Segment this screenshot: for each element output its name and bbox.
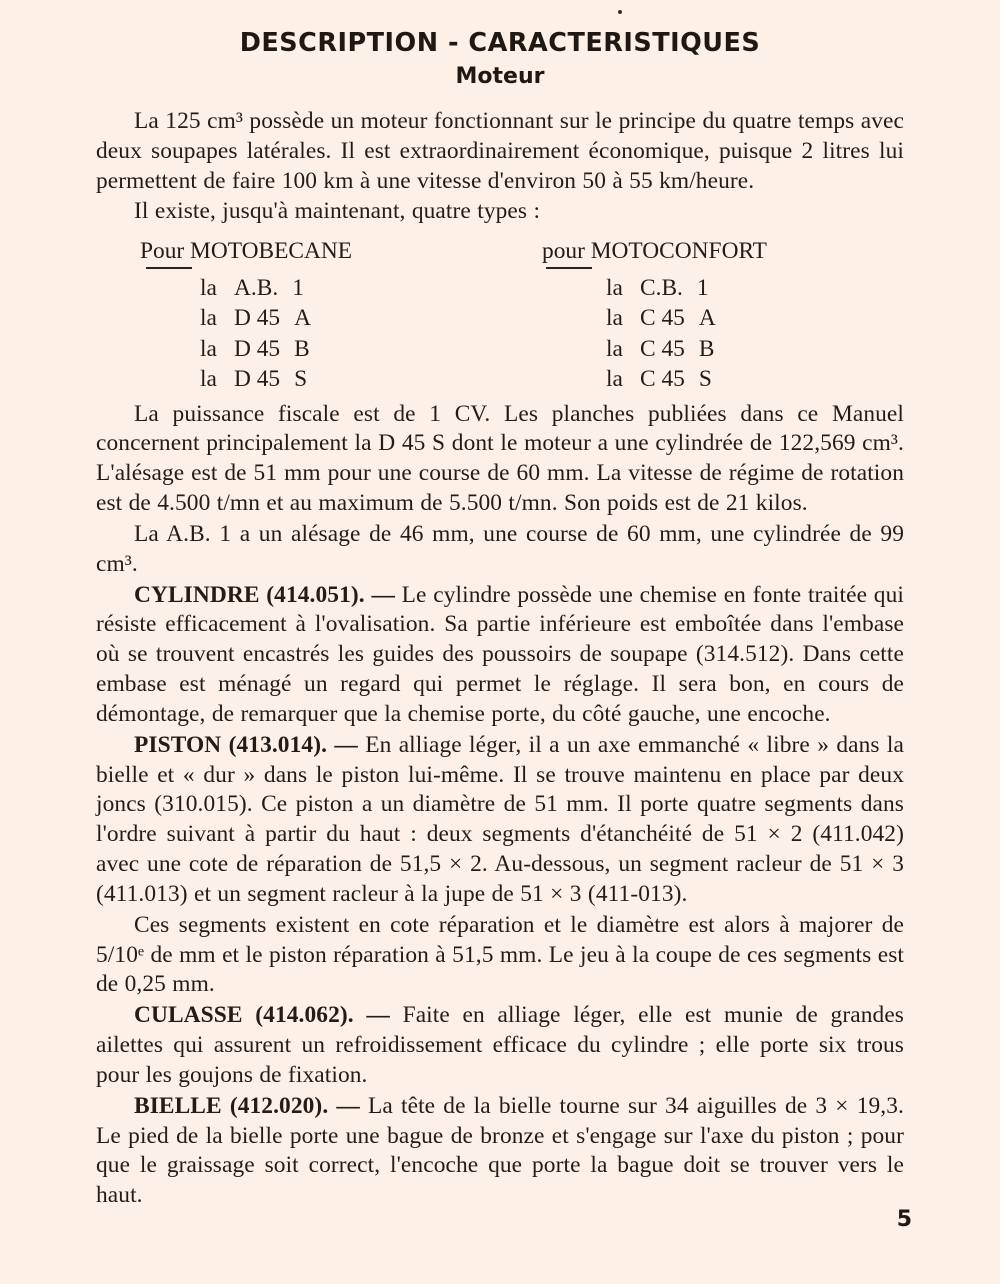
types-left-code: D 45 [234, 305, 281, 332]
types-right-num: A [698, 305, 716, 332]
section-heading-bielle: BIELLE (412.020). [134, 1092, 329, 1119]
section-dash-bielle: — [328, 1092, 369, 1119]
types-heading-motobecane: Pour MOTOBECANE [140, 238, 353, 265]
types-left-num: 1 [292, 275, 304, 302]
rule-left [146, 267, 192, 269]
types-cell-left [96, 334, 476, 364]
rule-left-wrap [96, 267, 476, 269]
page-number: 5 [896, 1207, 912, 1232]
types-table-rules [96, 267, 904, 269]
types-cell-left [96, 303, 476, 333]
section-heading-culasse: CULASSE (414.062). [134, 1002, 354, 1029]
section-body-bielle: La tête de la bielle tourne sur 34 aiguilles de 3 × 19,3. Le pied de la bielle porte une bague de bronze et s'engage sur l'axe du piston ; pour que le graissage soit correct, l'encoche que porte la bague doit se trouver vers le haut. [96, 1092, 904, 1209]
types-left-code: D 45 [234, 365, 281, 392]
types-table-headings [96, 237, 904, 265]
types-cell-right [476, 364, 896, 394]
types-table-rows [96, 273, 904, 393]
page-content [96, 28, 904, 1212]
paragraph-types-lead: Il existe, jusqu'à maintenant, quatre types : [134, 198, 541, 225]
types-cell-left [96, 364, 476, 394]
top-margin-dot [618, 10, 622, 14]
section-culasse [96, 1001, 904, 1090]
paragraph-ab1: La A.B. 1 a un alésage de 46 mm, une course de 60 mm, une cylindrée de 99 cm³. [96, 520, 904, 577]
paragraph-puissance: La puissance fiscale est de 1 CV. Les planches publiées dans ce Manuel concernent principalement la D 45 S dont le moteur a une cylindrée de 122,569 cm³. L'alésage est de 51 mm pour une course de 60 mm. La vitesse de régime de rotation est de 4.500 t/mn et au maximum de 5.500 t/mn. Son poids est de 21 kilos. [96, 400, 904, 517]
types-left-article: la [200, 305, 217, 332]
types-table [96, 237, 904, 393]
section-dash-culasse: — [353, 1002, 403, 1029]
section-body-culasse: Faite en alliage léger, elle est munie de grandes ailettes qui assurent un refroidissement efficace du cylindre ; elle porte six trous pour les goujons de fixation. [96, 1002, 905, 1088]
types-left-num: B [294, 335, 310, 362]
section-body-cylindre: Le cylindre possède une chemise en fonte traitée qui résiste efficacement à l'ovalisation. Sa partie inférieure est emboîtée dans l'embase où se trouvent encastrés les guides des poussoirs de soupape (314.512). Dans cette embase est ménagé un regard qui permet le réglage. Il sera bon, en cours de démontage, de remarquer que la chemise porte, du côté gauche, une encoche. [96, 581, 904, 727]
types-left-code: A.B. [234, 275, 279, 302]
page-title: DESCRIPTION - CARACTERISTIQUES [239, 28, 761, 58]
types-right-num: S [698, 365, 712, 392]
section-bielle [96, 1092, 904, 1211]
table-row [96, 303, 904, 333]
types-cell-right [476, 273, 896, 303]
section-dash-cylindre: — [364, 581, 402, 608]
section-dash-piston: — [327, 731, 366, 758]
types-cell-right [476, 303, 896, 333]
section-body-piston: En alliage léger, il a un axe emmanché « libre » dans la bielle et « dur » dans le piston lui-même. Il se trouve maintenu en place par deux joncs (310.015). Ce piston a un diamètre de 51 mm. Il porte quatre segments dans l'ordre suivant à partir du haut : deux segments d'étanchéité de 51 × 2 (411.042) avec une cote de réparation de 51,5 × 2. Au-dessous, un segment racleur de 51 × 3 (411.013) et un segment racleur à la jupe de 51 × 3 (411-013). [96, 731, 904, 907]
section-piston [96, 731, 904, 910]
types-right-code: C 45 [640, 335, 685, 362]
page-subtitle: Moteur [455, 64, 545, 89]
types-right-article: la [606, 365, 623, 392]
types-left-code: D 45 [234, 335, 281, 362]
types-left-num: A [294, 305, 312, 332]
types-cell-right [476, 334, 896, 364]
types-cell-left [96, 273, 476, 303]
rule-right-wrap [476, 267, 896, 269]
types-right-code: C 45 [640, 365, 685, 392]
types-left-article: la [200, 335, 217, 362]
section-cylindre [96, 581, 904, 730]
types-right-article: la [606, 275, 623, 302]
table-row [96, 334, 904, 364]
types-right-code: C 45 [640, 305, 685, 332]
rule-right [546, 267, 592, 269]
types-left-num: S [294, 365, 308, 392]
section-heading-piston: PISTON (413.014). [134, 731, 328, 758]
section-heading-cylindre: CYLINDRE (414.051). [134, 581, 365, 608]
types-right-article: la [606, 335, 623, 362]
paragraph-segments: Ces segments existent en cote réparation et le diamètre est alors à majorer de 5/10ᵉ de mm et le piston réparation à 51,5 mm. Le jeu à la coupe de ces segments est de 0,25 mm. [96, 911, 904, 998]
types-right-num: 1 [696, 275, 709, 302]
types-left-article: la [200, 275, 217, 302]
table-row [96, 273, 904, 303]
paragraph-intro: La 125 cm³ possède un moteur fonctionnant sur le principe du quatre temps avec deux soupapes latérales. Il est extraordinairement économique, puisque 2 litres lui permettent de faire 100 km à une vitesse d'environ 50 à 55 km/heure. [96, 108, 904, 194]
types-heading-motoconfort: pour MOTOCONFORT [542, 238, 767, 265]
types-left-article: la [200, 365, 217, 392]
types-right-article: la [606, 305, 623, 332]
types-right-num: B [698, 335, 715, 362]
table-row [96, 364, 904, 394]
types-right-code: C.B. [640, 275, 683, 302]
